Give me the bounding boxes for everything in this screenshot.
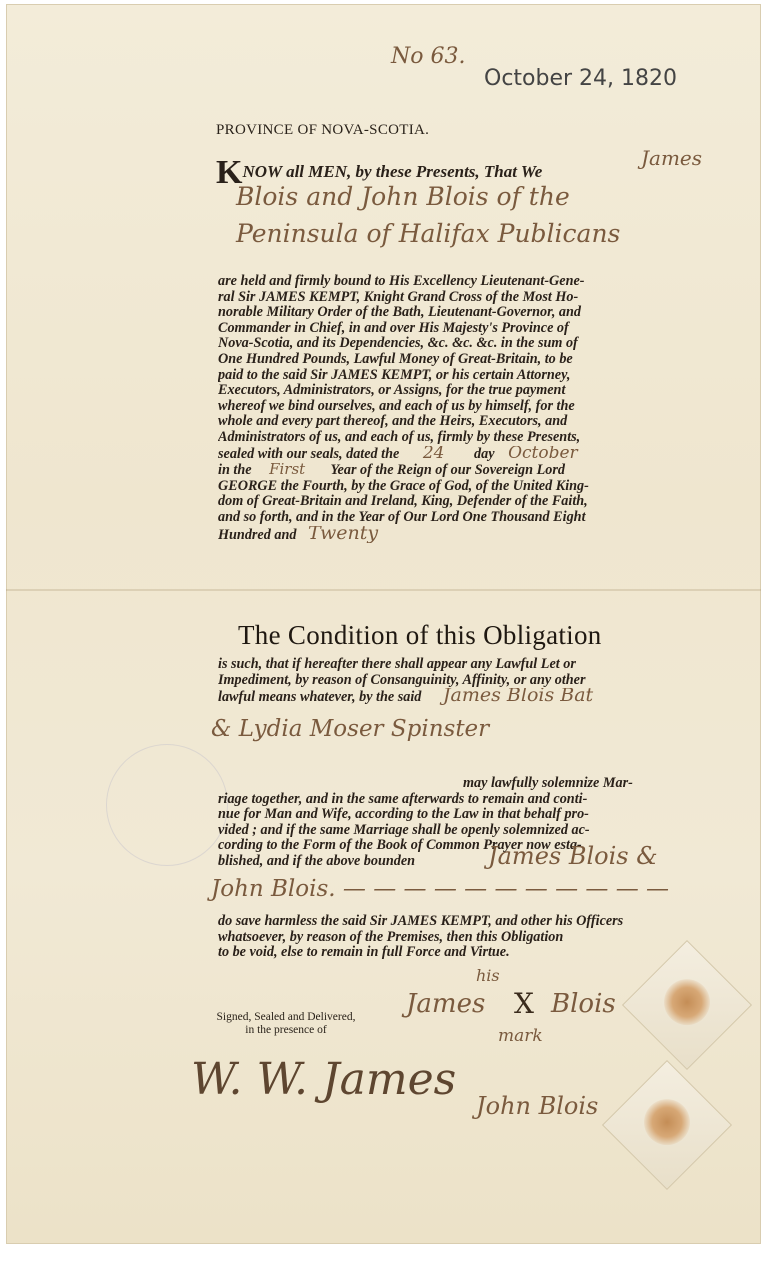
handwritten-twenty: Twenty xyxy=(308,525,379,544)
handwritten-bride: & Lydia Moser Spinster xyxy=(211,716,490,742)
bond-line: Commander in Chief, in and over His Majesty's Province of xyxy=(218,320,569,336)
paper-fold xyxy=(6,589,761,591)
hundred-line xyxy=(218,526,728,544)
marriage-line: may lawfully solemnize Mar- xyxy=(463,776,633,791)
reign-text: Year of the Reign of our Sovereign Lord xyxy=(330,462,565,479)
bond-line: and so forth, and in the Year of Our Lord One Thousand Eight xyxy=(218,509,586,525)
hundred-text: Hundred and xyxy=(218,526,297,543)
bond-line: Nova-Scotia, and its Dependencies, &c. &c. &c. in the sum of xyxy=(218,336,578,352)
handwritten-year-ordinal: First xyxy=(269,462,306,479)
harmless-line: do save harmless the said Sir JAMES KEMPT, and other his Officers xyxy=(218,914,624,929)
drop-cap-k: K xyxy=(216,154,243,191)
condition-paragraph xyxy=(218,657,728,706)
marriage-line: riage together, and in the same afterwards to remain and conti- xyxy=(218,791,588,807)
bond-line: are held and firmly bound to His Excellency Lieutenant-Gene- xyxy=(218,274,585,289)
marriage-line: cording to the Form of the Book of Common Prayer now esta- xyxy=(218,838,582,854)
handwritten-month: October xyxy=(508,445,578,463)
marriage-line: vided ; and if the same Marriage shall be openly solemnized ac- xyxy=(218,822,590,838)
bounden-line: blished, and if the above bounden xyxy=(218,853,416,869)
bond-line: paid to the said Sir JAMES KEMPT, or his certain Attorney, xyxy=(218,367,571,383)
bond-line: ral Sir JAMES KEMPT, Knight Grand Cross of the Most Ho- xyxy=(218,289,579,305)
handwritten-bounden-1: James Blois & xyxy=(488,842,658,870)
marriage-line: nue for Man and Wife, according to the Law in that behalf pro- xyxy=(218,807,589,823)
signature-mark: mark xyxy=(498,1026,543,1046)
condition-line: Impediment, by reason of Consanguinity, Affinity, or any other xyxy=(218,672,586,688)
bond-line: norable Military Order of the Bath, Lieutenant-Governor, and xyxy=(218,305,581,321)
wax-seal-2 xyxy=(602,1060,732,1190)
signature-blois: Blois xyxy=(551,989,616,1019)
handwritten-name-3: Peninsula of Halifax Publicans xyxy=(236,219,621,248)
document-number: No 63. xyxy=(391,44,466,69)
handwritten-name-1: James xyxy=(641,146,703,170)
harmless-paragraph xyxy=(218,914,728,961)
signature-his: his xyxy=(476,966,500,985)
sealed-text: sealed with our seals, dated the xyxy=(218,445,400,462)
bond-line: Administrators of us, and each of us, firmly by these Presents, xyxy=(218,429,581,445)
signature-mark-x: X xyxy=(514,987,534,1020)
bond-line: whereof we bind ourselves, and each of us by himself, for the xyxy=(218,398,575,414)
handwritten-day: 24 xyxy=(422,445,445,463)
in-the-text: in the xyxy=(218,462,252,479)
handwritten-bounden-2: John Blois. — — — — — — — — — — — xyxy=(211,876,670,902)
signature-john-blois: John Blois xyxy=(476,1092,599,1120)
condition-title: The Condition of this Obligation xyxy=(238,620,602,650)
bond-line: dom of Great-Britain and Ireland, King, Defender of the Faith, xyxy=(218,494,588,510)
bond-line: Executors, Administrators, or Assigns, for the true payment xyxy=(218,383,566,399)
condition-line: is such, that if hereafter there shall appear any Lawful Let or xyxy=(218,657,576,672)
bond-line: One Hundred Pounds, Lawful Money of Great-Britain, to be xyxy=(218,351,573,367)
harmless-line: whatsoever, by reason of the Premises, then this Obligation xyxy=(218,929,564,945)
signature-james: James xyxy=(406,989,486,1019)
bond-line: whole and every part thereof, and the Heirs, Executors, and xyxy=(218,414,568,430)
reign-line xyxy=(218,462,728,479)
date-note: October 24, 1820 xyxy=(484,66,678,91)
witness-signature: W. W. James xyxy=(191,1054,457,1105)
harmless-line: to be void, else to remain in full Force and Virtue. xyxy=(218,945,510,961)
lawful-means-text: lawful means whatever, by the said xyxy=(218,689,422,706)
handwritten-groom: James Blois Bat xyxy=(442,688,594,706)
sealed-line xyxy=(218,446,728,463)
day-text: day xyxy=(474,445,495,462)
marriage-bond-document xyxy=(6,4,761,1244)
know-text: NOW all MEN, by these Presents, That We xyxy=(242,162,543,181)
signed-line-2: in the presence of xyxy=(245,1024,327,1036)
bond-line: GEORGE the Fourth, by the Grace of God, of the United King- xyxy=(218,478,589,494)
signed-sealed-delivered xyxy=(211,1011,361,1037)
bond-paragraph xyxy=(218,274,728,543)
signed-line-1: Signed, Sealed and Delivered, xyxy=(216,1011,356,1023)
embossed-stamp xyxy=(106,744,228,866)
province-heading: PROVINCE OF NOVA-SCOTIA. xyxy=(216,122,430,138)
handwritten-name-2: Blois and John Blois of the xyxy=(236,182,570,211)
lawful-means-line xyxy=(218,688,728,706)
